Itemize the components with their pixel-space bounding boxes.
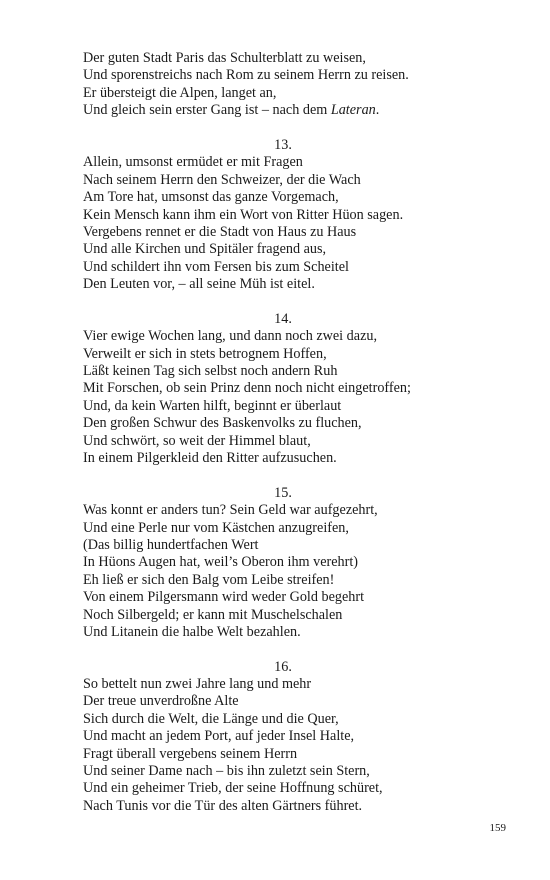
- italic-word: Lateran: [330, 102, 376, 119]
- verse-line: [83, 85, 483, 102]
- verse-text: Den Leuten vor, – all seine Müh ist eitel.: [83, 276, 315, 293]
- verse-text: Nach Tunis vor die Tür des alten Gärtners führet.: [83, 797, 363, 814]
- verse-line: [83, 259, 483, 276]
- verse-line: [83, 67, 483, 84]
- verse-text: Den großen Schwur des Baskenvolks zu fluchen,: [83, 415, 362, 432]
- verse-line: [83, 746, 483, 763]
- verse-line: [83, 433, 483, 450]
- verse-line: [83, 624, 483, 641]
- verse-text: Allein, umsonst ermüdet er mit Fragen: [83, 154, 303, 171]
- verse-line: [83, 50, 483, 67]
- verse-line: [83, 172, 483, 189]
- verse-text: Und seiner Dame nach – bis ihn zuletzt sein Stern,: [83, 763, 370, 780]
- verse-text: Am Tore hat, umsonst das ganze Vorgemach,: [83, 189, 339, 206]
- verse-text: Vier ewige Wochen lang, und dann noch zwei dazu,: [83, 328, 378, 345]
- verse-text: .: [375, 102, 380, 119]
- stanza-number: 14.: [274, 310, 292, 327]
- verse-line: [83, 693, 483, 710]
- stanza: [83, 50, 483, 120]
- verse-text: Und schwört, so weit der Himmel blaut,: [83, 432, 311, 449]
- verse-text: Was konnt er anders tun? Sein Geld war aufgezehrt,: [83, 502, 378, 519]
- verse-line: [83, 537, 483, 554]
- stanza: [83, 137, 483, 294]
- verse-line: [83, 380, 483, 397]
- verse-line: [83, 241, 483, 258]
- verse-text: Und schildert ihn vom Fersen bis zum Scheitel: [83, 258, 349, 275]
- verse-text: Und macht an jedem Port, auf jeder Insel Halte,: [83, 728, 355, 745]
- verse-text: Vergebens rennet er die Stadt von Haus zu Haus: [83, 223, 357, 240]
- verse-line: [83, 398, 483, 415]
- verse-line: [83, 676, 483, 693]
- verse-text: Und ein geheimer Trieb, der seine Hoffnung schüret,: [83, 780, 383, 797]
- verse-line: [83, 102, 483, 119]
- verse-line: [83, 415, 483, 432]
- stanza-number: 16.: [274, 658, 292, 675]
- verse-line: [83, 554, 483, 571]
- verse-line: [83, 154, 483, 171]
- verse-text: Und gleich sein erster Gang ist – nach dem: [83, 102, 331, 119]
- verse-text: Fragt überall vergebens seinem Herrn: [83, 745, 298, 762]
- stanza-number: 15.: [274, 484, 292, 501]
- verse-line: [83, 798, 483, 815]
- verse-text: Von einem Pilgersmann wird weder Gold begehrt: [83, 589, 365, 606]
- verse-text: Und alle Kirchen und Spitäler fragend aus,: [83, 241, 327, 258]
- stanza: [83, 659, 483, 816]
- verse-line: [83, 224, 483, 241]
- verse-line: [83, 450, 483, 467]
- verse-line: [83, 780, 483, 797]
- verse-text: Noch Silbergeld; er kann mit Muschelschalen: [83, 606, 343, 623]
- verse-line: [83, 711, 483, 728]
- verse-text: Sich durch die Welt, die Länge und die Quer,: [83, 710, 339, 727]
- page-number: 159: [489, 822, 506, 834]
- verse-text: Er übersteigt die Alpen, langet an,: [83, 84, 277, 101]
- verse-text: Verweilt er sich in stets betrognem Hoffen,: [83, 345, 327, 362]
- verse-line: [83, 520, 483, 537]
- verse-line: [83, 763, 483, 780]
- stanza: [83, 311, 483, 468]
- verse-line: [83, 363, 483, 380]
- verse-line: [83, 502, 483, 519]
- verse-line: [83, 207, 483, 224]
- verse-text: Und Litanein die halbe Welt bezahlen.: [83, 623, 301, 640]
- verse-line: [83, 189, 483, 206]
- verse-line: [83, 328, 483, 345]
- verse-text: In Hüons Augen hat, weil’s Oberon ihm verehrt): [83, 554, 359, 571]
- stanza: [83, 485, 483, 642]
- verse-line: [83, 572, 483, 589]
- verse-line: [83, 276, 483, 293]
- verse-text: So bettelt nun zwei Jahre lang und mehr: [83, 676, 312, 693]
- verse-text: (Das billig hundertfachen Wert: [83, 536, 259, 553]
- verse-line: [83, 728, 483, 745]
- verse-line: [83, 607, 483, 624]
- verse-text: Nach seinem Herrn den Schweizer, der die Wach: [83, 171, 361, 188]
- verse-line: [83, 589, 483, 606]
- verse-text: Kein Mensch kann ihm ein Wort von Ritter Hüon sagen.: [83, 206, 404, 223]
- verse-text: Und sporenstreichs nach Rom zu seinem Herrn zu reisen.: [83, 67, 409, 84]
- verse-text: Der treue unverdroßne Alte: [83, 693, 239, 710]
- verse-text: Der guten Stadt Paris das Schulterblatt zu weisen,: [83, 50, 366, 66]
- verse-text: Und, da kein Warten hilft, beginnt er überlaut: [83, 397, 342, 414]
- verse-line: [83, 346, 483, 363]
- verse-text: Läßt keinen Tag sich selbst noch andern Ruh: [83, 363, 338, 380]
- verse-text: Mit Forschen, ob sein Prinz denn noch nicht eingetroffen;: [83, 380, 411, 397]
- verse-text: Und eine Perle nur vom Kästchen anzugreifen,: [83, 519, 349, 536]
- poem-text: [83, 50, 483, 815]
- stanza-number: 13.: [274, 136, 292, 153]
- verse-text: Eh ließ er sich den Balg vom Leibe streifen!: [83, 571, 335, 588]
- verse-text: In einem Pilgerkleid den Ritter aufzusuchen.: [83, 449, 337, 466]
